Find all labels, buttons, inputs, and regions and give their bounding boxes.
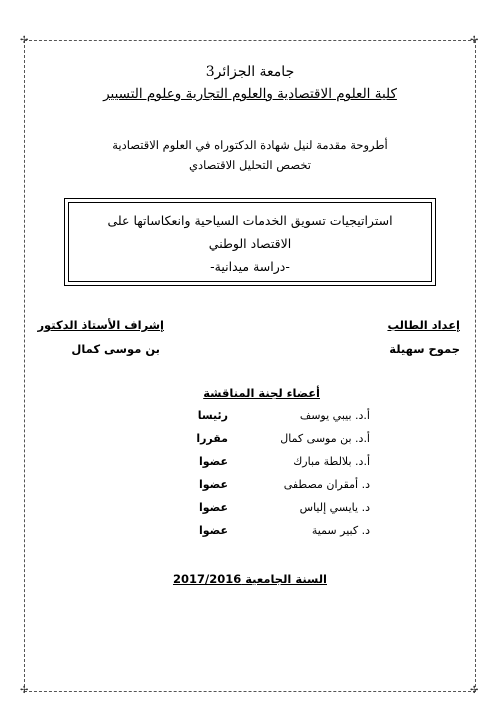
member-name: أ.د. بن موسى كمال (280, 432, 370, 445)
committee-member (140, 496, 370, 519)
member-role: مقررا (196, 432, 228, 445)
member-name: أ.د. بيبي يوسف (299, 409, 370, 422)
corner-ornament-top-left: ✢ (20, 35, 29, 46)
member-name: د. يايسي إلياس (299, 501, 370, 514)
member-name: د. أمقران مصطفى (283, 478, 370, 491)
student-label: إعداد الطالب (387, 318, 460, 332)
student-name: جموح سهيلة (389, 342, 460, 356)
member-name: أ.د. بلالطة مبارك (293, 455, 370, 468)
member-role: عضوا (198, 478, 228, 491)
committee-member (140, 473, 370, 496)
member-role: عضوا (198, 501, 228, 514)
university-name: جامعة الجزائر3 (205, 64, 295, 80)
member-role: رئيسا (197, 409, 228, 422)
committee-member (140, 519, 370, 542)
thesis-description: أطروحة مقدمة لنيل شهادة الدكتوراه في العلوم الاقتصادية (112, 138, 388, 152)
committee-member (140, 427, 370, 450)
academic-year: السنة الجامعية 2017/2016 (172, 572, 327, 586)
member-role: عضوا (198, 455, 228, 468)
committee-member (140, 450, 370, 473)
faculty-name: كلية العلوم الاقتصادية والعلوم التجارية وعلوم التسيير (103, 86, 397, 102)
supervisor-label: إشراف الأستاذ الدكتور (37, 318, 164, 332)
committee-list (140, 404, 370, 542)
member-name: د. كبير سمية (311, 524, 370, 537)
committee-label: أعضاء لجنة المناقشة (203, 386, 320, 400)
title-line-1: استراتيجيات تسويق الخدمات السياحية وانعكاساتها على (107, 213, 393, 228)
title-line-3: -دراسة ميدانية- (210, 259, 290, 274)
specialty: تخصص التحليل الاقتصادي (189, 158, 311, 172)
committee-member (140, 404, 370, 427)
corner-ornament-top-right: ✢ (470, 35, 479, 46)
supervisor-name: بن موسى كمال (71, 342, 160, 356)
corner-ornament-bottom-left: ✢ (20, 685, 29, 696)
member-role: عضوا (198, 524, 228, 537)
title-line-2: الاقتصاد الوطني (208, 236, 292, 251)
thesis-title (68, 202, 432, 282)
corner-ornament-bottom-right: ✢ (470, 685, 479, 696)
